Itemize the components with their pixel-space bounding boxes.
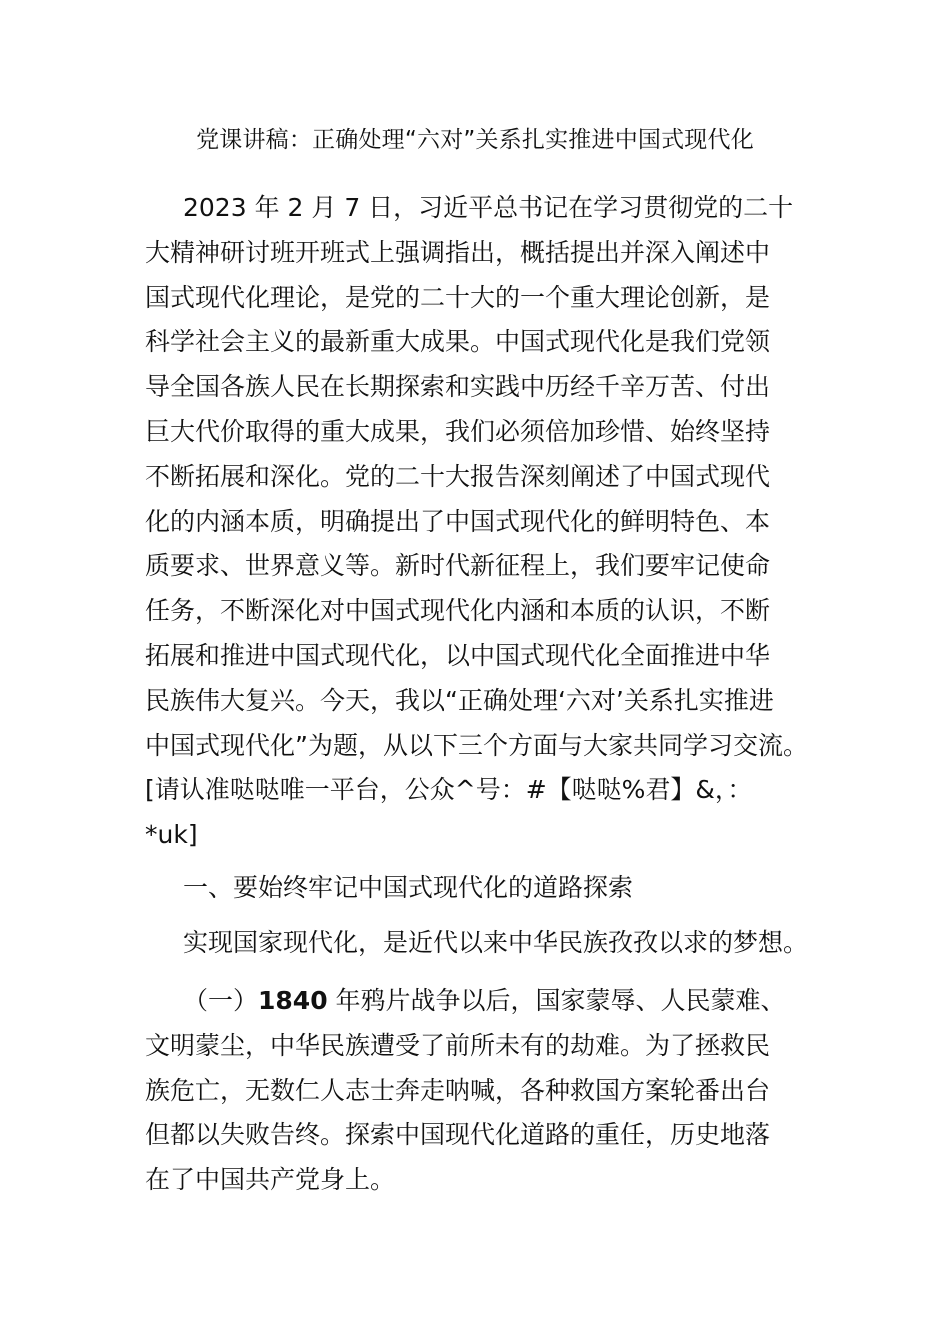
section-paragraph — [145, 921, 815, 966]
paragraph-line: 任务，不断深化对中国式现代化内涵和本质的认识，不断 — [145, 596, 771, 626]
subsection-number: （一） — [183, 986, 259, 1015]
paragraph-line: 不断拓展和深化。党的二十大报告深刻阐述了中国式现代 — [145, 461, 771, 491]
paragraph-line: 化的内涵本质，明确提出了中国式现代化的鲜明特色、本 — [145, 506, 771, 536]
section-heading-text: 一、要始终牢记中国式现代化的道路探索 — [183, 873, 634, 902]
paragraph-line: 巨大代价取得的重大成果，我们必须倍加珍惜、始终坚持 — [145, 416, 771, 446]
paragraph-line — [145, 979, 815, 1024]
paragraph-line: 拓展和推进中国式现代化，以中国式现代化全面推进中华 — [145, 640, 771, 670]
paragraph-line: 导全国各族人民在长期探索和实践中历经千辛万苦、付出 — [145, 372, 771, 402]
section-heading — [145, 866, 815, 911]
paragraph-line: 国式现代化理论，是党的二十大的一个重大理论创新，是 — [145, 282, 771, 312]
paragraph-line: 质要求、世界意义等。新时代新征程上，我们要牢记使命 — [145, 551, 771, 581]
paragraph-line: 民族伟大复兴。今天，我以“正确处理‘六对’关系扎实推进 — [145, 685, 774, 715]
paragraph-line: 族危亡，无数仁人志士奔走呐喊，各种救国方案轮番出台 — [145, 1075, 771, 1105]
paragraph-line: 中国式现代化”为题，从以下三个方面与大家共同学习交流。 — [145, 730, 808, 760]
paragraph-line: *uk] — [145, 820, 198, 850]
paragraph-line: 大精神研讨班开班式上强调指出，概括提出并深入阐述中 — [145, 237, 771, 267]
intro-paragraph — [145, 186, 815, 858]
document-title: 党课讲稿：正确处理“六对”关系扎实推进中国式现代化 — [196, 127, 754, 153]
paragraph-line-rest: 年鸦片战争以后，国家蒙辱、人民蒙难、 — [327, 986, 786, 1015]
paragraph-line: 实现国家现代化，是近代以来中华民族孜孜以求的梦想。 — [183, 928, 809, 957]
paragraph-line: 但都以失败告终。探索中国现代化道路的重任，历史地落 — [145, 1120, 771, 1150]
paragraph-line: 在了中国共产党身上。 — [145, 1165, 396, 1195]
subsection-paragraph — [145, 979, 815, 1203]
paragraph-line: 文明蒙尘，中华民族遭受了前所未有的劫难。为了拯救民 — [145, 1030, 771, 1060]
paragraph-line: 科学社会主义的最新重大成果。中国式现代化是我们党领 — [145, 327, 771, 357]
paragraph-line: 2023 年 2 月 7 日，习近平总书记在学习贯彻党的二十 — [183, 193, 794, 222]
paragraph-line: [请认准哒哒唯一平台，公众^号：#【哒哒%君】&，： — [145, 775, 753, 805]
year-highlight: 1840 — [258, 986, 328, 1015]
